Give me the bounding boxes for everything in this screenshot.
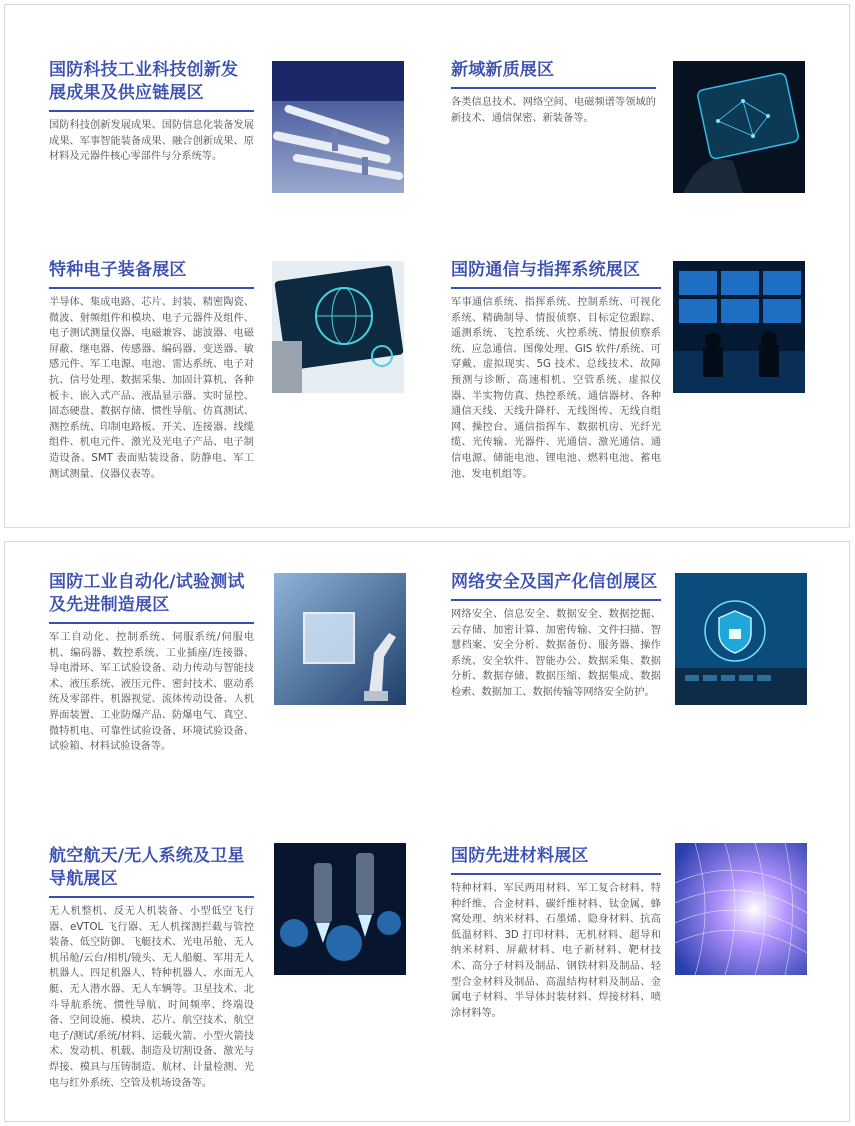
title-underline <box>49 110 254 112</box>
cyber-security-image <box>675 573 807 705</box>
section-description: 无人机整机、反无人机装备、小型低空飞行器、eVTOL 飞行器、无人机探测拦截与管控装备、低空防御、飞艇技术、光电吊舱、无人机吊舱/云台/相机/镜头、无人船艇、军用无人机器人、四足机器人、特种机器人、水面无人艇、无人潜水器、无人车辆等。卫星技术、北斗导航系统、惯性导航、时间频率、终端设备、空间设施、模块、芯片、航空技术、航空电子/测试/系统/材料、运载火箭、小型火箭技术、发动机、机载、制造及切割设备、激光与焊接、模具与压铸制造、航材、计量检测、光电与红外系统、空管及机场设备等。 <box>49 906 254 1089</box>
title-underline <box>49 287 254 289</box>
section-description: 国防科技创新发展成果、国防信息化装备发展成果、军事智能装备成果、融合创新成果、原材料及元器件核心零部件与分系统等。 <box>49 120 254 163</box>
section-new-domain <box>451 59 656 126</box>
missile-exhibition-image <box>272 61 404 193</box>
section-title: 国防通信与指挥系统展区 <box>451 260 641 280</box>
graphene-lattice-illustration <box>675 843 807 975</box>
rocket-engine-image <box>274 843 406 975</box>
automation-robot-illustration <box>274 573 406 705</box>
section-title: 国防科技工业科技创新发展成果及供应链展区 <box>49 60 239 103</box>
exhibit-panel-top <box>4 4 850 528</box>
touchscreen-globe-image <box>272 261 404 393</box>
section-advanced-materials <box>451 845 661 1021</box>
section-title: 特种电子装备展区 <box>49 260 187 280</box>
command-center-image <box>673 261 805 393</box>
touchscreen-globe-illustration <box>272 261 404 393</box>
section-title: 国防工业自动化/试验测试及先进制造展区 <box>49 572 245 615</box>
cyber-security-illustration <box>675 573 807 705</box>
section-description: 各类信息技术、网络空间、电磁频谱等领域的新技术、通信保密、新装备等。 <box>451 97 656 124</box>
rocket-engine-illustration <box>274 843 406 975</box>
section-title: 网络安全及国产化信创展区 <box>451 572 658 592</box>
title-underline <box>451 87 656 89</box>
title-underline <box>49 622 254 624</box>
exhibit-panel-bottom <box>4 541 850 1122</box>
title-underline <box>451 599 661 601</box>
missile-exhibition-illustration <box>272 61 404 193</box>
section-description: 军事通信系统、指挥系统、控制系统、可视化系统、精确制导、情报侦察、目标定位跟踪、遥测系统、飞控系统、火控系统、情报侦察系统、应急通信、图像处理、GIS 软件/系统、可穿戴、虚拟现实、5G 技术、总线技术、故障预测与诊断、高速相机、空管系统、虚拟仪器、半实物仿真、热控系统、通信器材、各种通信天线、天线升降杆、无线图传、无线自组网、操控台、通信指挥车、数据机房、光纤光缆、光传输、光器件、光通信、激光通信、通信电源、储能电池、锂电池、燃料电池、蓄电池、发电机组等。 <box>451 297 661 480</box>
section-defense-innovation <box>49 59 254 165</box>
title-underline <box>49 896 254 898</box>
section-description: 军工自动化、控制系统、伺服系统/伺服电机、编码器、数控系统、工业插座/连接器、导电滑环、军工试验设备、动力传动与智能技术、液压系统、液压元件、密封技术、驱动系统及零部件、机器视觉、流体传动设备、人机界面装置、工业防爆产品、防爆电气、真空、微特机电、可靠性试验设备、环境试验设备、试验箱、材料试验设备等。 <box>49 632 254 753</box>
section-communication-command <box>451 259 661 482</box>
section-description: 半导体、集成电路、芯片、封装、精密陶瓷、微波、射频组件和模块、电子元器件及组件、电子测试测量仪器、电磁兼容、滤波器、电磁屏蔽、继电器、传感器、编码器、变送器、敏感元件、军工电源、电池、雷达系统、电子对抗、信号处理、数据采集、加固计算机、各种板卡、嵌入式产品、液晶显示器、实时显控、固态硬盘、数据存储、惯性导航、仿真测试、测控系统、印制电路板、开关、连接器、线缆组件、机电元件、激光及光电子产品、电子制造设备、SMT 表面贴装设备、防静电、军工测试测量、仪器仪表等。 <box>49 297 254 480</box>
section-special-electronics <box>49 259 254 482</box>
section-aerospace-unmanned <box>49 845 254 1091</box>
section-title: 航空航天/无人系统及卫星导航展区 <box>49 846 245 889</box>
section-automation-testing <box>49 571 254 755</box>
title-underline <box>451 873 661 875</box>
section-description: 网络安全、信息安全、数据安全、数据挖掘、云存储、加密计算、加密传输、文件扫描、智慧档案、安全分析、数据备份、服务器、操作系统、安全软件、智能办公、数据采集、数据分析、数据存储、数据压缩、数据集成、数据检索、数据加工、数据传输等网络安全防护。 <box>451 609 661 698</box>
section-cyber-security <box>451 571 661 701</box>
title-underline <box>451 287 661 289</box>
section-description: 特种材料、军民两用材料、军工复合材料、特种纤维、合金材料、碳纤维材料、钛金属、蜂窝处理、纳米材料、石墨烯、隐身材料、抗高低温材料、3D 打印材料、无机材料、超导和纳米材料、屏蔽材料、电子新材料、靶材技术、高分子材料及制品、钢铁材料及制品、轻型合金材料及制品、高温结构材料及制品、金属电子材料、半导体封装材料、焊接材料、喷涂材料等。 <box>451 883 661 1019</box>
tablet-network-illustration <box>673 61 805 193</box>
section-title: 新域新质展区 <box>451 60 555 80</box>
command-center-illustration <box>673 261 805 393</box>
graphene-lattice-image <box>675 843 807 975</box>
tablet-network-image <box>673 61 805 193</box>
automation-robot-image <box>274 573 406 705</box>
section-title: 国防先进材料展区 <box>451 846 589 866</box>
